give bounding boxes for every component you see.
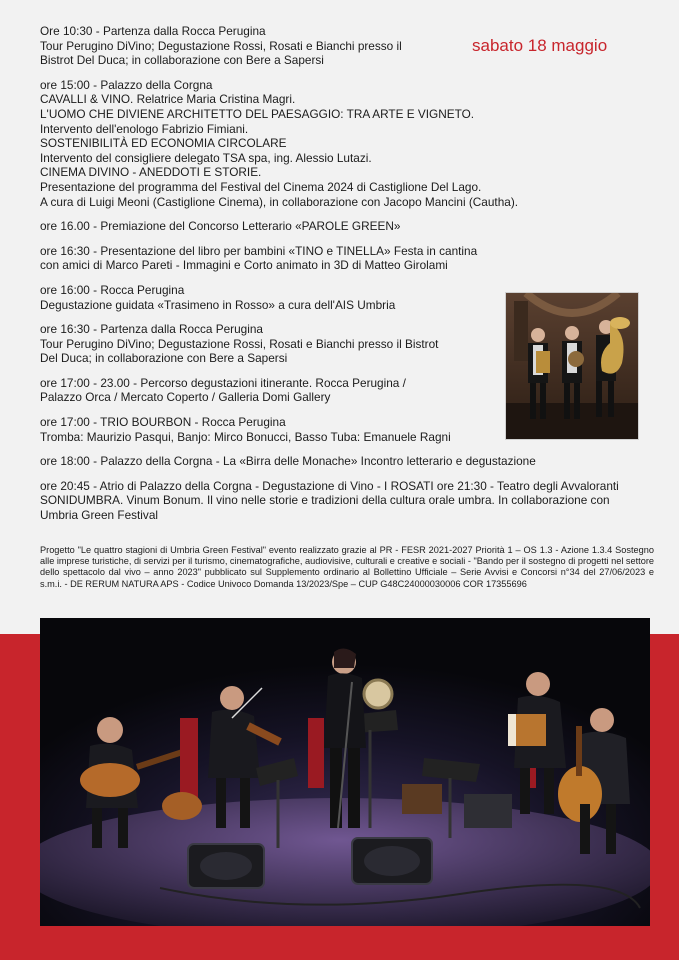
program-line: ore 17:00 - TRIO BOURBON - Rocca Perugina (40, 415, 286, 430)
program-item (40, 24, 660, 68)
program-line: ore 16:30 - Presentazione del libro per bambini «TINO e TINELLA» Festa in cantina (40, 243, 478, 258)
program-line: SONIDUMBRA. Vinum Bonum. Il vino nelle storie e tradizioni della cultura orale umbra. In collaborazione con (40, 493, 610, 508)
program-item (40, 283, 495, 312)
program-line: A cura di Luigi Meoni (Castiglione Cinema), in collaborazione con Jacopo Mancini (Cautha). (40, 194, 519, 209)
program-line: ore 17:00 - 23.00 - Percorso degustazioni itinerante. Rocca Perugina / (40, 375, 406, 390)
program-item (40, 322, 495, 366)
program-line: Bistrot Del Duca; in collaborazione con Bere a Sapersi (40, 53, 324, 68)
funding-note: Progetto "Le quattro stagioni di Umbria Green Festival" evento realizzato grazie al PR - FESR 2021-2027 Priorità 1 – OS 1.3 - Azione 1.3.4 Sostegno alle imprese turistiche, di servizi per il turismo, cinematografiche, audiovisive, culturali e creative e sociali - "Bando per il sostegno di progetti nel settore dello spettacolo dal vivo – anno 2023" pubblicato sul Supplemento ordinario al Bollettino Ufficiale – Serie Avvisi e Concorsi n°34 del 27/06/2023 e s.m.i. - DE RERUM NATURA APS - Codice Univoco Domanda 13/2023/Spe – CUP G48C24000030006 COR 17355696 (40, 545, 655, 589)
program-item (40, 454, 660, 469)
program-list (40, 24, 660, 533)
program-line: Intervento del consigliere delegato TSA spa, ing. Alessio Lutazi. (40, 150, 372, 165)
program-line: SOSTENIBILITÀ ED ECONOMIA CIRCOLARE (40, 136, 287, 151)
program-line: CINEMA DIVINO - ANEDDOTI E STORIE. (40, 165, 262, 180)
sonidumbra-concert-photo (40, 618, 650, 926)
program-item (40, 376, 495, 405)
program-item (40, 244, 660, 273)
program-line: Degustazione guidata «Trasimeno in Rosso» a cura dell'AIS Umbria (40, 297, 396, 312)
program-line: Tour Perugino DiVino; Degustazione Rossi, Rosati e Bianchi presso il Bistrot (40, 336, 439, 351)
program-line: ore 20:45 - Atrio di Palazzo della Corgna - Degustazione di Vino - I ROSATI ore 21:30 - Teatro degli Avvaloranti (40, 478, 619, 493)
program-line: ore 18:00 - Palazzo della Corgna - La «Birra delle Monache» Incontro letterario e degustazione (40, 454, 536, 469)
program-line: Presentazione del programma del Festival del Cinema 2024 di Castiglione Del Lago. (40, 179, 482, 194)
program-line: Palazzo Orca / Mercato Coperto / Galleria Domi Gallery (40, 390, 331, 405)
program-item (40, 415, 495, 444)
program-line: Ore 10:30 - Partenza dalla Rocca Perugina (40, 24, 266, 38)
program-line: L'UOMO CHE DIVIENE ARCHITETTO DEL PAESAGGIO: TRA ARTE E VIGNETO. (40, 106, 475, 121)
program-line: Intervento dell'enologo Fabrizio Fimiani. (40, 121, 249, 136)
program-line: CAVALLI & VINO. Relatrice Maria Cristina Magri. (40, 92, 296, 107)
program-item (40, 78, 660, 209)
program-item (40, 219, 660, 234)
program-line: Tromba: Maurizio Pasqui, Banjo: Mirco Bonucci, Basso Tuba: Emanuele Ragni (40, 429, 451, 444)
program-line: Tour Perugino DiVino; Degustazione Rossi, Rosati e Bianchi presso il (40, 38, 402, 53)
trio-bourbon-photo (505, 292, 639, 440)
program-line: Del Duca; in collaborazione con Bere a Sapersi (40, 351, 288, 366)
program-line: Umbria Green Festival (40, 508, 159, 523)
program-line: ore 16:30 - Partenza dalla Rocca Perugina (40, 322, 263, 337)
program-line: ore 16:00 - Rocca Perugina (40, 282, 185, 297)
program-line: ore 15:00 - Palazzo della Corgna (40, 77, 213, 92)
event-date: sabato 18 maggio (472, 36, 608, 55)
program-item (40, 479, 660, 523)
program-line: con amici di Marco Pareti - Immagini e Corto animato in 3D di Matteo Girolami (40, 258, 448, 273)
program-line: ore 16.00 - Premiazione del Concorso Letterario «PAROLE GREEN» (40, 219, 401, 234)
